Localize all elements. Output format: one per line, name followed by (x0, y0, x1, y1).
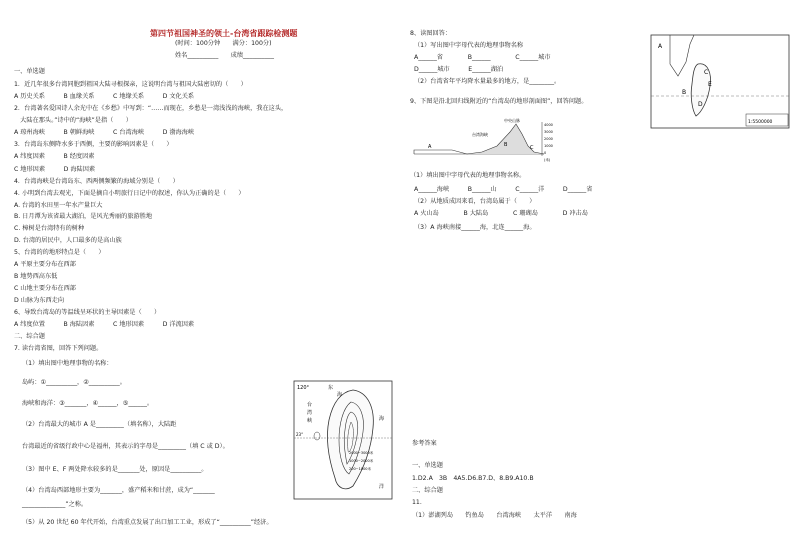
svg-text:B: B (682, 89, 687, 96)
svg-text:C: C (704, 69, 709, 76)
left-lines-line: B 地势西高东低 (14, 273, 58, 280)
q7-lines-line: （1）填出图中地理事物的名称： (22, 360, 113, 367)
right-lines-line: A______省 B______ C______城市 (414, 54, 551, 61)
right-lines-line: （2）台湾省年平均降水量最多的地方，是________。 (414, 78, 561, 85)
right-column (400, 0, 794, 560)
answers-line: 一、单选题 (412, 462, 443, 469)
left-lines-line: 7. 读台湾省图，回答下列问题。 (14, 345, 103, 352)
taiwan-map-figure (293, 380, 393, 500)
left-lines-line: C 山地主要分布在西部 (14, 285, 76, 292)
left-lines-line: A 平原主要分布在西部 (14, 261, 76, 268)
left-lines-line: 6、导致台湾岛的等温线呈环状的主导因素是（ ） (14, 309, 161, 316)
svg-text:湾: 湾 (307, 410, 313, 416)
left-lines-line: A 纬度位置 B 海陆因素 C 地形因素 D 洋流因素 (14, 321, 195, 328)
exam-meta: (时间：100分钟 满分：100分) (175, 40, 272, 47)
answers-line: （1）澎湖列岛 钓鱼岛 台湾海峡 太平洋 南海 (412, 512, 577, 519)
q7-lines-line: （4）台湾岛西部地形主要为_______，盛产稻米和甘蔗，成为“_______ (22, 487, 215, 494)
svg-text:海: 海 (337, 392, 343, 398)
terrain-profile (412, 116, 562, 166)
svg-text:B: B (504, 142, 508, 148)
svg-text:1000~2000米: 1000~2000米 (349, 459, 374, 463)
left-lines-line: D 山脉为东西走向 (14, 297, 65, 304)
svg-text:2000: 2000 (544, 137, 553, 141)
right-lines-line: 8、读图回答： (410, 30, 452, 37)
svg-text:A: A (658, 43, 663, 50)
answers-line: 参考答案 (412, 440, 437, 447)
svg-text:3000: 3000 (544, 130, 553, 134)
q7-lines-line: （3）图中 E、F 两处降水较多的是_______处，原因是__________。 (22, 466, 208, 473)
q7-lines-line: 海峡和海洋：③_______，④______，⑤______。 (22, 400, 154, 407)
svg-text:东: 东 (328, 385, 334, 391)
q7-lines-line: （5）从 20 世纪 60 年代开始，台湾重点发展了出口加工工业，形成了“__________”经济。 (22, 519, 273, 526)
taiwan-locator-map (650, 34, 790, 129)
right-lines2-line: A 火山岛 B 大陆岛 C 珊瑚岛 D 冲击岛 (414, 210, 588, 217)
left-lines-line: 一、单选题 (14, 68, 45, 75)
q7-lines-line: 台湾最近的省级行政中心是福州，其表示的字母是_________（填 C 或 D）。 (22, 443, 229, 450)
svg-text:0: 0 (544, 151, 547, 155)
left-lines-line: A 历史关系 B 血缘关系 C 地缘关系 D 文化关系 (14, 93, 195, 100)
right-lines2-line: （1）填出图中字母代表的地理事物名称。 (410, 172, 526, 179)
left-lines-line: 4. 小明到台湾去观光，下面是摘自小明旅行日记中的叙述，你认为正确的是（ ） (14, 190, 245, 197)
left-lines-line: 1．近几年很多台湾同胞到祖国大陆寻根探亲，这说明台湾与祖国大陆密切的（ ） (14, 81, 247, 88)
right-lines-line: 9、下图是沿北回归线附近的“台湾岛的地形剖面图”，回答问题。 (410, 98, 588, 105)
terrain-profile-figure (412, 116, 562, 166)
svg-text:(米): (米) (544, 158, 551, 162)
answers-line: 1.D2.A 3B 4A5.D6.B7.D、8.B9.A10.B (412, 475, 534, 482)
left-lines-line: D. 台湾的居民中，人口最多的是高山族 (14, 237, 122, 244)
svg-text:台湾海峡: 台湾海峡 (472, 132, 488, 137)
svg-text:200~1000米: 200~1000米 (349, 467, 372, 471)
answers-line: 二、综合题 (412, 487, 443, 494)
left-lines-line: C 地形因素 D 海陆因素 (14, 166, 96, 173)
left-lines-line: A 纬度因素 B 经度因素 (14, 153, 95, 160)
left-lines-line: 3．台湾岛东侧降水多于西侧，主要的影响因素是（ ） (14, 141, 173, 148)
right-lines2-line: （3）A 海峡南接______海，北连______海。 (414, 224, 536, 231)
left-lines-line: C. 樟树是台湾特有的树种 (14, 225, 85, 232)
svg-text:台: 台 (307, 402, 313, 408)
answers-line: 11. (412, 499, 422, 506)
taiwan-map (293, 380, 393, 500)
left-lines-line: 二、综合题 (14, 333, 45, 340)
svg-text:A: A (428, 144, 432, 150)
svg-text:洋: 洋 (379, 484, 385, 490)
left-lines-line: B. 日月潭为该省最大湖泊，是风光秀丽的旅游胜地 (14, 213, 153, 220)
svg-text:23°: 23° (296, 432, 304, 437)
q7-lines-line: ______________”之称。 (22, 501, 88, 508)
svg-text:C: C (530, 145, 534, 151)
left-lines-line: 4．台湾海峡是台湾岛东、西两侧频繁的海域分别是（ ） (14, 178, 179, 185)
left-lines-line: 大陆在那头。”诗中的“海峡”是指（ ） (14, 117, 132, 124)
q7-lines-line: （2）台湾最大的城市 A 是_________（填名称），大陆距 (22, 421, 177, 428)
left-lines-line: 5、台湾的的地形特点是（ ） (14, 249, 105, 256)
left-lines-line: A. 台湾的水田里一年水产量巨大 (14, 202, 103, 209)
name-score-line: 姓名__________ 成绩__________ (175, 52, 274, 59)
right-lines-line: D______城市 E______湖泊 (414, 66, 504, 73)
svg-text:中央山脉: 中央山脉 (504, 118, 520, 123)
left-lines-line: A 琼州海峡 B 朝鲜海峡 C 台湾海峡 D 渤海海峡 (14, 129, 195, 136)
right-lines-line: （1）写出图中字母代表的地理事物名称 (414, 42, 524, 49)
svg-text:1:5500000: 1:5500000 (748, 120, 773, 125)
left-lines-line: 2．台湾著名爱国诗人余光中在《乡愁》中写到：“……而现在，乡愁是一湾浅浅的海峡，我在这头， (14, 105, 288, 112)
right-lines2-line: （2）从地质成因来看，台湾岛属于（ ） (414, 198, 536, 205)
svg-text:海: 海 (379, 416, 385, 422)
svg-text:E: E (708, 81, 712, 88)
svg-text:2000~3000米: 2000~3000米 (349, 451, 374, 455)
q7-lines-line: 岛屿：①__________，②__________。 (22, 379, 126, 386)
svg-text:峡: 峡 (307, 418, 313, 424)
svg-text:4000: 4000 (544, 123, 553, 127)
svg-text:D: D (698, 101, 703, 108)
svg-text:1000: 1000 (544, 144, 553, 148)
taiwan-locator-figure (650, 34, 790, 129)
page-title: 第四节祖国神圣的领土-台湾省跟踪检测题 (150, 29, 298, 38)
map-label: 120° (297, 385, 310, 391)
left-column (0, 0, 395, 560)
right-lines2-line: A______海峡 B______山 C______洋 D______省 (414, 186, 593, 193)
